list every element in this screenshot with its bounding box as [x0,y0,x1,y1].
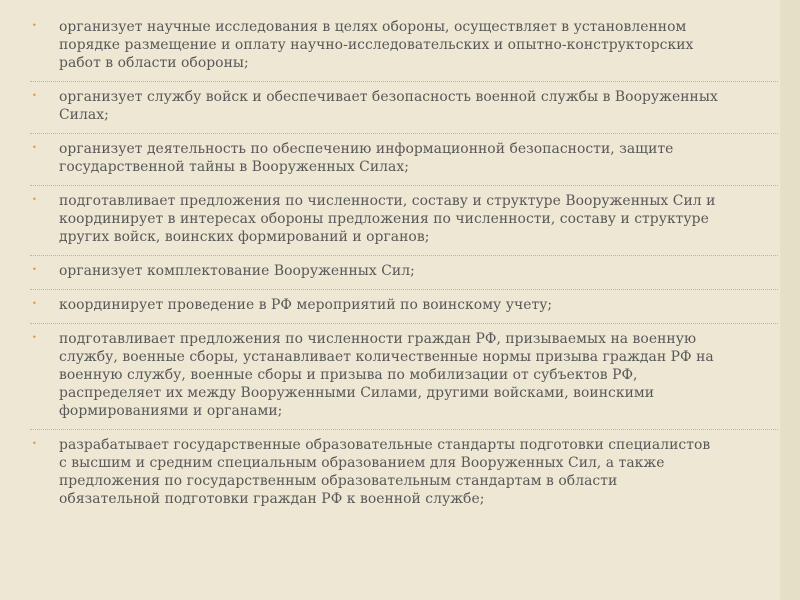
bullet-item-8 [30,430,778,517]
bullet-text: организует деятельность по обеспечению информационной безопасности, защите государственной тайны в Вооруженных Силах; [59,141,674,175]
bullet-icon: • [32,195,37,204]
bullet-icon: • [32,333,37,342]
bullet-list [30,12,778,517]
bullet-text: подготавливает предложения по численности граждан РФ, призываемых на военную службу, военные сборы, устанавливает количественные нормы призыва граждан РФ на военную службу, военные сборы и призыва по мобилизации от субъектов РФ, распределяет их между Вооруженными Силами, другими войсками, воинскими формированиями и органами; [59,331,714,419]
bullet-item-1 [30,12,778,82]
bullet-icon: • [32,299,37,308]
bullet-item-6 [30,290,778,324]
bullet-icon: • [32,265,37,274]
bullet-item-4 [30,186,778,256]
bullet-item-5 [30,256,778,290]
bullet-icon: • [32,91,37,100]
bullet-item-3 [30,134,778,186]
bullet-icon: • [32,21,37,30]
bullet-icon: • [32,143,37,152]
bullet-text: организует научные исследования в целях обороны, осуществляет в установленном порядке размещение и оплату научно-исследовательских и опытно-конструкторских работ в области обороны; [59,19,694,71]
slide-right-margin [780,0,800,600]
bullet-text: организует службу войск и обеспечивает безопасность военной службы в Вооруженных Силах; [59,89,718,123]
bullet-item-7 [30,324,778,430]
bullet-icon: • [32,439,37,448]
bullet-text: подготавливает предложения по численности, составу и структуре Вооруженных Сил и координирует в интересах обороны предложения по численности, составу и структуре других войск, воинских формирований и органов; [59,193,716,245]
bullet-item-2 [30,82,778,134]
bullet-text: координирует проведение в РФ мероприятий по воинскому учету; [59,297,553,313]
bullet-text: организует комплектование Вооруженных Сил; [59,263,415,279]
bullet-text: разрабатывает государственные образовательные стандарты подготовки специалистов с высшим и средним специальным образованием для Вооруженных Сил, а также предложения по государственным образовательным стандартам в области обязательной подготовки граждан РФ к военной службе; [59,437,711,507]
